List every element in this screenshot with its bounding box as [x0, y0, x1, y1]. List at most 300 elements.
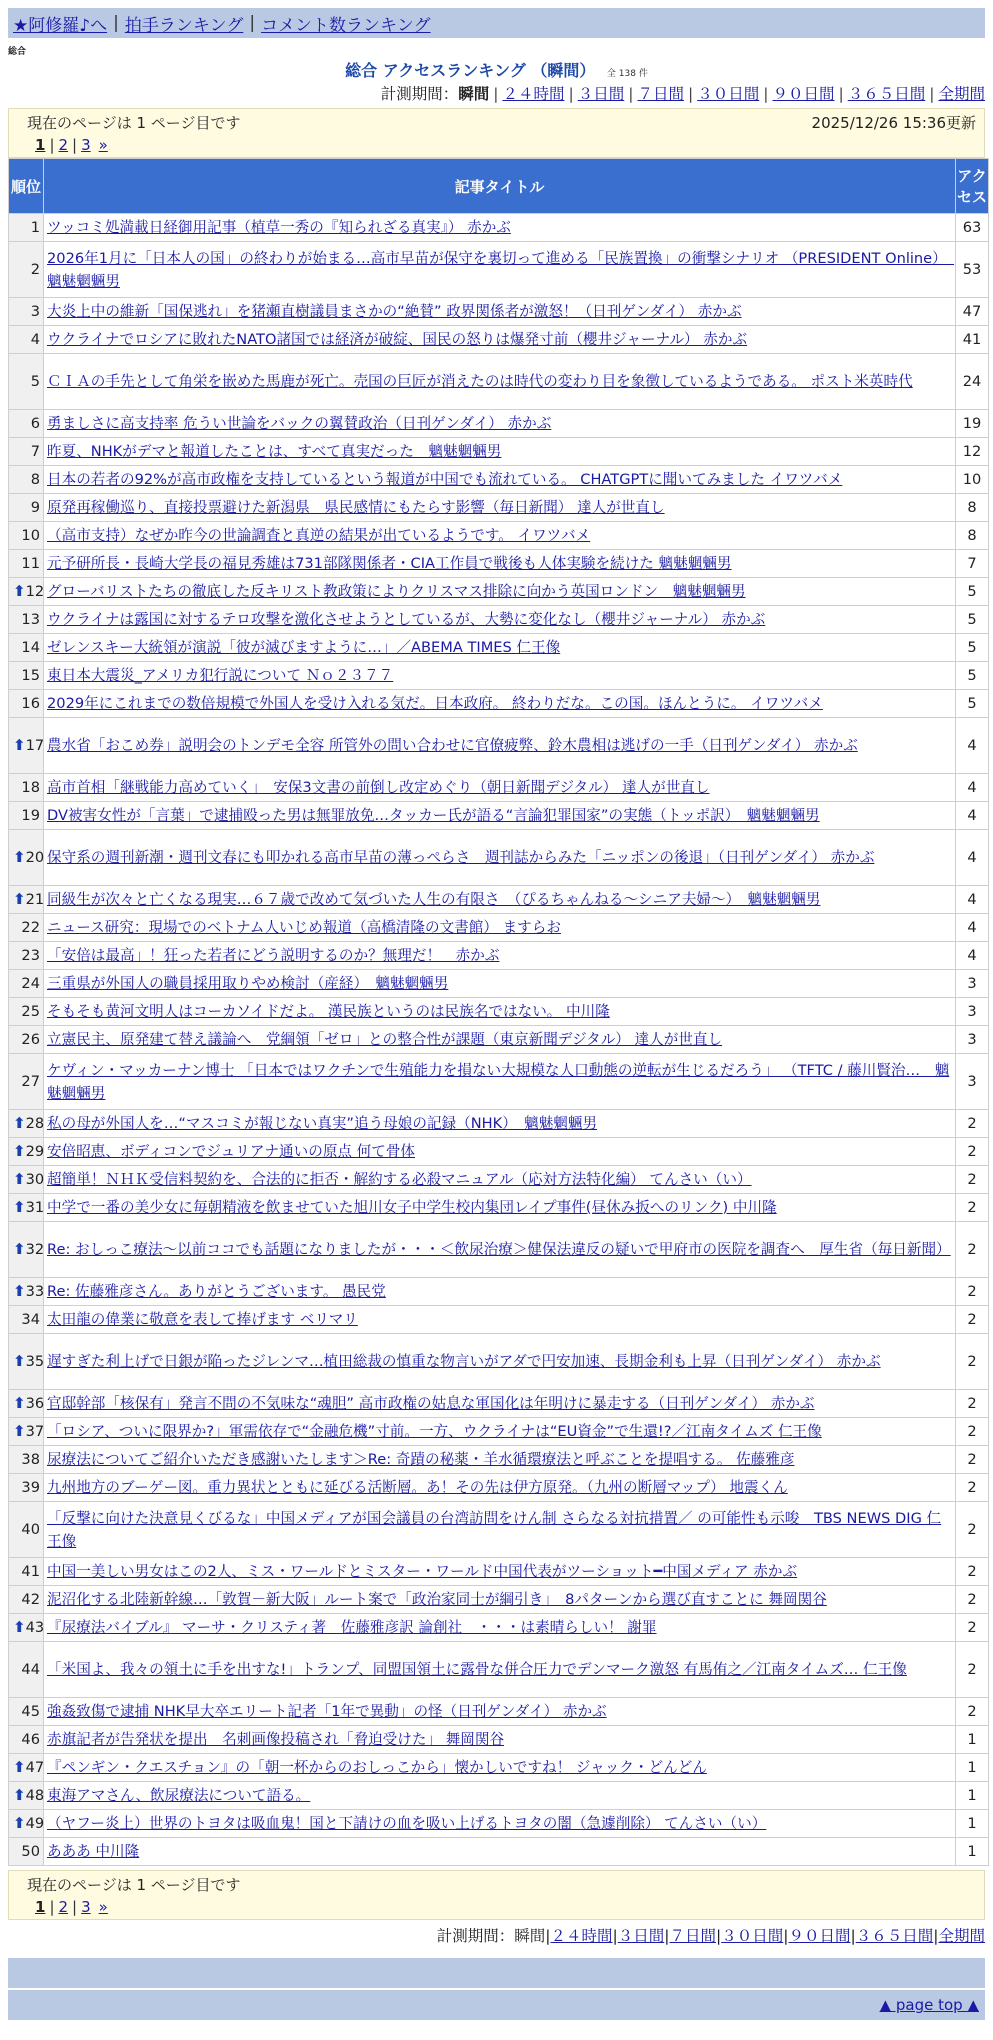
rank-cell: [9, 1138, 43, 1165]
up-arrow-icon: ⬆: [13, 736, 26, 754]
table-row: [9, 942, 988, 969]
rank-number: 42: [21, 1591, 40, 1608]
page-link-3[interactable]: 3: [81, 136, 91, 154]
table-row: [9, 1390, 988, 1417]
period-link-7[interactable]: 全期間: [938, 85, 985, 103]
nav-link-ashura[interactable]: ★阿修羅♪へ: [13, 15, 108, 36]
up-arrow-icon: ⬆: [13, 1618, 26, 1636]
access-count: 3: [956, 1054, 988, 1109]
rank-number: 30: [25, 1171, 45, 1188]
access-count: 8: [956, 494, 988, 521]
rank-number: 39: [21, 1479, 40, 1496]
title-cell: [44, 1502, 955, 1557]
access-count: 53: [956, 242, 988, 297]
rank-cell: [9, 1810, 43, 1837]
access-count: 2: [956, 1418, 988, 1445]
article-link[interactable]: 九州地方のブーゲー図。重力異状とともに延びる活断層。あ！その先は伊方原発。（九州の断層マップ） 地震くん: [47, 1479, 788, 1496]
title-cell: [44, 1838, 955, 1865]
article-link[interactable]: 私の母が外国人を…“マスコミが報じない真実”追う母娘の記録（NHK） 魑魅魍魎男: [47, 1115, 598, 1132]
page-link-2[interactable]: 2: [58, 136, 69, 154]
article-link[interactable]: 保守系の週刊新潮・週刊文春にも叩かれる高市早苗の薄っぺらさ 週刊誌からみた「ニッポンの後退」（日刊ゲンダイ） 赤かぶ: [47, 849, 875, 866]
access-count: 1: [956, 1838, 988, 1865]
rank-cell: [9, 1446, 43, 1473]
title-cell: [44, 1474, 955, 1501]
table-row: [9, 1334, 988, 1389]
article-link[interactable]: グローバリストたちの徹底した反キリスト教政策によりクリスマス排除に向かう英国ロンドン 魑魅魍魎男: [47, 583, 746, 600]
table-row: [9, 1782, 988, 1809]
rank-number: 21: [25, 891, 45, 908]
article-link[interactable]: DV被害女性が「言葉」で逮捕殴った男は無罪放免…タッカー氏が語る“言論犯罪国家”の実態（トッポ訳） 魑魅魍魎男: [47, 807, 820, 824]
access-count: 19: [956, 410, 988, 437]
title-cell: [44, 550, 955, 577]
rank-cell: [9, 1614, 43, 1641]
title-cell: [44, 942, 955, 969]
article-link[interactable]: 泥沼化する北陸新幹線…「敦賀－新大阪」ルート案で「政治家同士が綱引き」 8パターンから選び直すことに 舞岡関谷: [47, 1591, 827, 1608]
rank-number: 12: [25, 583, 45, 600]
up-arrow-icon: ⬆: [13, 890, 26, 908]
up-arrow-icon: ⬆: [13, 1422, 26, 1440]
title-cell: [44, 830, 955, 885]
period-link-6[interactable]: ３６５日間: [855, 1927, 934, 1945]
rank-number: 43: [25, 1619, 45, 1636]
table-row: [9, 1446, 988, 1473]
rank-cell: [9, 550, 43, 577]
access-count: 2: [956, 1222, 988, 1277]
rank-number: 2: [30, 261, 40, 278]
table-row: [9, 242, 988, 297]
rank-number: 46: [21, 1731, 40, 1748]
article-link[interactable]: 同級生が次々と亡くなる現実…６７歳で改めて気づいた人生の有限さ （ぴるちゃんねる～シニア夫婦～） 魑魅魍魎男: [47, 891, 821, 908]
rank-cell: [9, 830, 43, 885]
article-link[interactable]: （ヤフー炎上）世界のトヨタは吸血鬼！国と下請けの血を吸い上げるトヨタの闇（急遽削除） てんさい（い）: [47, 1815, 767, 1832]
table-row: [9, 1474, 988, 1501]
page-separator: |: [72, 136, 78, 154]
article-link[interactable]: 農水省「おこめ券」説明会のトンデモ全容 所管外の問い合わせに官僚疲弊、鈴木農相は逃げの一手（日刊ゲンダイ） 赤かぶ: [47, 737, 858, 754]
title-cell: [44, 1810, 955, 1837]
period-link-3[interactable]: ７日間: [669, 1927, 716, 1945]
title-cell: [44, 970, 955, 997]
access-count: 2: [956, 1278, 988, 1305]
rank-number: 38: [21, 1451, 40, 1468]
up-arrow-icon: ⬆: [13, 1352, 26, 1370]
title-cell: [44, 802, 955, 829]
rank-cell: [9, 522, 43, 549]
article-link[interactable]: そもそも黄河文明人はコーカソイドだよ。 漢民族というのは民族名ではない。 中川隆: [47, 1003, 610, 1020]
period-selector: [0, 82, 985, 104]
title-cell: [44, 1026, 955, 1053]
title-cell: [44, 606, 955, 633]
table-row: [9, 1502, 988, 1557]
rank-number: 33: [25, 1283, 45, 1300]
rank-number: 4: [30, 331, 40, 348]
rank-cell: [9, 1558, 43, 1585]
title-cell: [44, 1054, 955, 1109]
title-cell: [44, 914, 955, 941]
rank-number: 40: [21, 1521, 40, 1538]
access-count: 1: [956, 1782, 988, 1809]
rank-cell: [9, 970, 43, 997]
rank-cell: [9, 1418, 43, 1445]
article-link[interactable]: ウクライナでロシアに敗れたNATO諸国では経済が破綻、国民の怒りは爆発寸前（櫻井ジャーナル） 赤かぶ: [47, 331, 748, 348]
table-row: [9, 1194, 988, 1221]
access-count: 2: [956, 1558, 988, 1585]
period-separator: |: [783, 1927, 789, 1945]
article-link[interactable]: 『尿療法バイブル』 マーサ・クリスティ著 佐藤雅彦訳 論創社 ・・・は素晴らしい！ 謝罪: [47, 1619, 657, 1636]
rank-cell: [9, 298, 43, 325]
rank-cell: [9, 1586, 43, 1613]
up-arrow-icon: ⬆: [13, 1114, 26, 1132]
rank-cell: [9, 1334, 43, 1389]
access-count: 2: [956, 1446, 988, 1473]
page-top-link[interactable]: ▲ page top ▲: [879, 1996, 979, 2014]
rank-number: 28: [25, 1115, 45, 1132]
title-cell: [44, 718, 955, 773]
access-count: 2: [956, 1642, 988, 1697]
up-arrow-icon: ⬆: [13, 582, 26, 600]
rank-cell: [9, 354, 43, 409]
article-link[interactable]: 強姦致傷で逮捕 NHK早大卒エリート記者「1年で異動」の怪（日刊ゲンダイ） 赤かぶ: [47, 1703, 607, 1720]
article-link[interactable]: ツッコミ処満載日経御用記事（植草一秀の『知られざる真実』） 赤かぶ: [47, 219, 511, 236]
header-title: 記事タイトル: [44, 159, 955, 213]
article-link[interactable]: 「安倍は最高」！狂った若者にどう説明するのか？無理だ！ 赤かぶ: [47, 947, 500, 964]
article-link[interactable]: あああ 中川隆: [47, 1843, 140, 1860]
article-link[interactable]: 大炎上中の維新「国保逃れ」を猪瀬直樹議員まさかの“絶賛” 政界関係者が激怒！（日刊ゲンダイ） 赤かぶ: [47, 303, 742, 320]
access-count: 4: [956, 802, 988, 829]
header-access: アクセス: [956, 159, 988, 213]
rank-cell: [9, 1782, 43, 1809]
up-arrow-icon: ⬆: [13, 1758, 26, 1776]
title-cell: [44, 1110, 955, 1137]
table-row: [9, 1166, 988, 1193]
article-link[interactable]: 2029年にこれまでの数倍規模で外国人を受け入れる気だ。日本政府。 終わりだな。この国。ほんとうに。 イワツバメ: [47, 695, 823, 712]
rank-cell: [9, 1642, 43, 1697]
access-count: 2: [956, 1138, 988, 1165]
title-cell: [44, 1698, 955, 1725]
rank-cell: [9, 1110, 43, 1137]
page-next-link[interactable]: »: [98, 136, 108, 154]
access-count: 4: [956, 774, 988, 801]
page-link-2[interactable]: 2: [58, 1898, 69, 1916]
rank-cell: [9, 1166, 43, 1193]
period-separator: |: [628, 85, 634, 103]
article-link[interactable]: 2026年1月に「日本人の国」の終わりが始まる…高市早苗が保守を裏切って進める「民族置換」の衝撃シナリオ （PRESIDENT Online） 魑魅魍魎男: [47, 249, 955, 290]
table-row: [9, 298, 988, 325]
total-count: 全 138 件: [606, 69, 648, 79]
access-count: 1: [956, 1726, 988, 1753]
access-count: 2: [956, 1166, 988, 1193]
ranking-title: 総合 アクセスランキング （瞬間）: [345, 61, 596, 80]
up-arrow-icon: ⬆: [13, 1198, 26, 1216]
period-link-4[interactable]: ３０日間: [721, 1927, 784, 1945]
rank-number: 41: [21, 1563, 40, 1580]
page-separator: |: [49, 136, 55, 154]
article-link[interactable]: 官邸幹部「核保有」発言不問の不気味な“魂胆” 高市政権の姑息な軍国化は年明けに暴走する（日刊ゲンダイ） 赤かぶ: [47, 1395, 815, 1412]
table-row: [9, 606, 988, 633]
rank-number: 6: [30, 415, 40, 432]
table-row: [9, 886, 988, 913]
title-cell: [44, 1278, 955, 1305]
rank-cell: [9, 662, 43, 689]
up-arrow-icon: ⬆: [13, 1814, 26, 1832]
access-count: 2: [956, 1698, 988, 1725]
article-link[interactable]: 超簡単！ＮＨＫ受信料契約を、合法的に拒否・解約する必殺マニュアル（応対方法特化編） てんさい（い）: [47, 1171, 752, 1188]
nav-link-applause-ranking[interactable]: 拍手ランキング: [124, 15, 244, 36]
access-count: 3: [956, 1026, 988, 1053]
article-link[interactable]: 「反撃に向けた決意見くびるな」中国メディアが国会議員の台湾訪問をけん制 さらなる対抗措置／ の可能性も示唆 TBS NEWS DIG 仁王像: [47, 1509, 942, 1550]
rank-number: 50: [21, 1843, 40, 1860]
rank-number: 5: [30, 373, 40, 390]
access-count: 4: [956, 718, 988, 773]
table-row: [9, 522, 988, 549]
period-link-3[interactable]: ７日間: [637, 85, 684, 103]
title-cell: [44, 1194, 955, 1221]
access-count: 3: [956, 998, 988, 1025]
article-link[interactable]: ウクライナは露国に対するテロ攻撃を激化させようとしているが、大勢に変化なし（櫻井ジャーナル） 赤かぶ: [47, 611, 766, 628]
access-count: 41: [956, 326, 988, 353]
access-count: 8: [956, 522, 988, 549]
rank-cell: [9, 410, 43, 437]
article-link[interactable]: 『ペンギン・クエスチョン』の「朝一杯からのおしっこから」懐かしいですね！ ジャック・どんどん: [47, 1759, 707, 1776]
rank-number: 32: [25, 1241, 45, 1258]
table-row: [9, 578, 988, 605]
period-separator: |: [850, 1927, 856, 1945]
article-link[interactable]: 立憲民主、原発建て替え議論へ 党綱領「ゼロ」との整合性が課題（東京新聞デジタル） 達人が世直し: [47, 1031, 723, 1048]
table-row: [9, 662, 988, 689]
title-cell: [44, 1782, 955, 1809]
access-count: 5: [956, 690, 988, 717]
top-navigation-bar: [8, 8, 985, 38]
period-link-1[interactable]: ２４時間: [550, 1927, 613, 1945]
table-row: [9, 1138, 988, 1165]
title-cell: [44, 662, 955, 689]
table-row: [9, 1054, 988, 1109]
table-row: [9, 1754, 988, 1781]
article-link[interactable]: 中国一美しい男女はこの2人、ミス・ワールドとミスター・ワールド中国代表がツーショット━中国メディア 赤かぶ: [47, 1563, 798, 1580]
access-count: 1: [956, 1810, 988, 1837]
page-separator: |: [72, 1898, 78, 1916]
nav-link-comment-ranking[interactable]: コメント数ランキング: [261, 15, 431, 36]
article-link[interactable]: 東海アマさん、飲尿療法について語る。: [47, 1787, 311, 1804]
rank-cell: [9, 466, 43, 493]
table-row: [9, 410, 988, 437]
title-cell: [44, 690, 955, 717]
table-row: [9, 466, 988, 493]
article-link[interactable]: 「ロシア、ついに限界か?」軍需依存で“金融危機”寸前。一方、ウクライナは“EU資金”で生還!?／江南タイムズ 仁王像: [47, 1423, 822, 1440]
table-row: [9, 1222, 988, 1277]
access-count: 2: [956, 1614, 988, 1641]
rank-cell: [9, 1390, 43, 1417]
rank-number: 47: [25, 1759, 45, 1776]
article-link[interactable]: 勇ましさに高支持率 危うい世論をバックの翼賛政治（日刊ゲンダイ） 赤かぶ: [47, 415, 552, 432]
title-cell: [44, 634, 955, 661]
title-cell: [44, 1166, 955, 1193]
rank-number: 24: [21, 975, 40, 992]
article-link[interactable]: （高市支持）なぜか昨今の世論調査と真逆の結果が出ているようです。 イワツバメ: [47, 527, 591, 544]
page-link-3[interactable]: 3: [81, 1898, 91, 1916]
access-count: 24: [956, 354, 988, 409]
title-cell: [44, 1334, 955, 1389]
page-next-link[interactable]: »: [98, 1898, 108, 1916]
table-row: [9, 1558, 988, 1585]
period-separator: |: [545, 1927, 551, 1945]
title-cell: [44, 1138, 955, 1165]
title-cell: [44, 354, 955, 409]
pager-box-top: [8, 108, 985, 158]
article-link[interactable]: ＣＩＡの手先として角栄を嵌めた馬鹿が死亡。売国の巨匠が消えたのは時代の変わり目を象徴しているようである。 ポスト米英時代: [47, 373, 913, 390]
rank-cell: [9, 914, 43, 941]
title-cell: [44, 466, 955, 493]
access-count: 63: [956, 214, 988, 241]
period-separator: |: [493, 85, 499, 103]
article-link[interactable]: 「米国よ、我々の領土に手を出すな!」トランプ、同盟国領土に露骨な併合圧力でデンマーク激怒 有馬侑之／江南タイムズ… 仁王像: [47, 1661, 907, 1678]
article-link[interactable]: Re: 佐藤雅彦さん。ありがとうございます。 愚民党: [47, 1283, 386, 1300]
article-link[interactable]: 安倍昭恵、ボディコンでジュリアナ通いの原点 何て骨体: [47, 1143, 416, 1160]
article-link[interactable]: 遅すぎた利上げで日銀が陥ったジレンマ…植田総裁の慎重な物言いがアダで円安加速、長期金利も上昇（日刊ゲンダイ） 赤かぶ: [47, 1353, 881, 1370]
article-link[interactable]: ニュース研究：現場でのベトナム人いじめ報道（高橋清隆の文書館） ますらお: [47, 919, 561, 936]
title-cell: [44, 1614, 955, 1641]
period-separator: |: [763, 85, 769, 103]
rank-number: 11: [21, 555, 40, 572]
up-arrow-icon: ⬆: [13, 1282, 26, 1300]
rank-cell: [9, 242, 43, 297]
title-cell: [44, 438, 955, 465]
title-cell: [44, 578, 955, 605]
article-link[interactable]: 東日本大震災_アメリカ犯行説について Ｎｏ２３７７: [47, 667, 394, 684]
period-link-4[interactable]: ３０日間: [697, 85, 760, 103]
table-row: [9, 802, 988, 829]
article-link[interactable]: 三重県が外国人の職員採用取りやめ検討（産経） 魑魅魍魎男: [47, 975, 449, 992]
article-link[interactable]: 中学で一番の美少女に毎朝精液を飲ませていた旭川女子中学生校内集団レイプ事件(昼休み扳へのリンク) 中川隆: [47, 1199, 777, 1216]
page-title: [0, 58, 993, 78]
title-cell: [44, 1390, 955, 1417]
rank-cell: [9, 438, 43, 465]
period-link-7[interactable]: 全期間: [938, 1927, 985, 1945]
table-row: [9, 998, 988, 1025]
table-row: [9, 1614, 988, 1641]
rank-cell: [9, 634, 43, 661]
rank-number: 34: [21, 1311, 40, 1328]
rank-number: 17: [25, 737, 45, 754]
rank-cell: [9, 942, 43, 969]
article-link[interactable]: Re: おしっこ療法～以前ココでも話題になりましたが・・・＜飲尿治療＞健保法違反の疑いで甲府市の医院を調査へ 厚生省（毎日新聞）: [47, 1241, 951, 1258]
access-count: 4: [956, 914, 988, 941]
title-cell: [44, 242, 955, 297]
article-link[interactable]: 高市首相「継戦能力高めていく」 安保3文書の前倒し改定めぐり（朝日新聞デジタル） 達人が世直し: [47, 779, 710, 796]
rank-number: 27: [21, 1073, 40, 1090]
period-link-5[interactable]: ９０日間: [788, 1927, 851, 1945]
update-timestamp: 2025/12/26 15:36更新: [811, 113, 976, 132]
rank-number: 22: [21, 919, 40, 936]
rank-number: 3: [30, 303, 40, 320]
period-link-2[interactable]: ３日間: [577, 85, 625, 103]
rank-number: 16: [21, 695, 40, 712]
table-row: [9, 214, 988, 241]
rank-number: 14: [21, 639, 40, 656]
article-link[interactable]: 赤旗記者が告発状を提出 名刺画像投稿され「脅迫受けた」 舞岡関谷: [47, 1731, 505, 1748]
period-link-2[interactable]: ３日間: [617, 1927, 665, 1945]
rank-number: 26: [21, 1031, 40, 1048]
current-page-text: 現在のページは 1 ページ目です: [27, 1875, 241, 1894]
article-link[interactable]: 昨夏、NHKがデマと報道したことは、すべて真実だった 魑魅魍魎男: [47, 443, 502, 460]
rank-number: 13: [21, 611, 40, 628]
page-separator: |: [49, 1898, 55, 1916]
access-count: 4: [956, 886, 988, 913]
pager-box-bottom: [8, 1870, 985, 1920]
rank-cell: [9, 718, 43, 773]
rank-cell: [9, 802, 43, 829]
article-link[interactable]: 元予研所長・長崎大学長の福見秀雄は731部隊関係者・CIA工作員で戦後も人体実験を続けた 魑魅魍魎男: [47, 555, 732, 572]
rank-cell: [9, 1278, 43, 1305]
footer-bar: [8, 1958, 985, 1988]
title-cell: [44, 214, 955, 241]
access-count: 2: [956, 1194, 988, 1221]
rank-cell: [9, 1474, 43, 1501]
ranking-table: [8, 158, 989, 1866]
access-count: 2: [956, 1390, 988, 1417]
nav-separator: |: [113, 13, 119, 33]
rank-cell: [9, 214, 43, 241]
article-link[interactable]: ケヴィン・マッカーナン博士 「日本ではワクチンで生殖能力を損ない大規模な人口動態の逆転が生じるだろう」 （TFTC / 藤川賢治… 魑魅魍魎男: [47, 1061, 950, 1102]
rank-cell: [9, 494, 43, 521]
table-row: [9, 1726, 988, 1753]
period-current: 瞬間: [458, 85, 490, 103]
rank-cell: [9, 886, 43, 913]
title-cell: [44, 998, 955, 1025]
rank-number: 29: [25, 1143, 45, 1160]
period-link-1[interactable]: ２４時間: [502, 85, 565, 103]
article-link[interactable]: ゼレンスキー大統領が演説「彼が滅びますように…」／ABEMA TIMES 仁王像: [47, 639, 561, 656]
access-count: 2: [956, 1586, 988, 1613]
article-link[interactable]: 太田龍の偉業に敬意を表して捧げます ベリマリ: [47, 1311, 358, 1328]
footer-bar-pagetop: [8, 1990, 985, 2020]
article-link[interactable]: 原発再稼働巡り、直接投票避けた新潟県 県民感情にもたらす影響（毎日新聞） 達人が世直し: [47, 499, 665, 516]
rank-cell: [9, 1054, 43, 1109]
rank-cell: [9, 1754, 43, 1781]
up-arrow-icon: ⬆: [13, 1142, 26, 1160]
rank-cell: [9, 326, 43, 353]
period-link-6[interactable]: ３６５日間: [847, 85, 926, 103]
rank-cell: [9, 1698, 43, 1725]
rank-cell: [9, 578, 43, 605]
table-row: [9, 1586, 988, 1613]
title-cell: [44, 1642, 955, 1697]
up-arrow-icon: ⬆: [13, 1170, 26, 1188]
period-separator: |: [568, 85, 574, 103]
rank-cell: [9, 1502, 43, 1557]
rank-number: 25: [21, 1003, 40, 1020]
up-arrow-icon: ⬆: [13, 1240, 26, 1258]
up-arrow-icon: ⬆: [13, 848, 26, 866]
article-link[interactable]: 日本の若者の92%が高市政権を支持しているという報道が中国でも流れている。 CHATGPTに聞いてみました イワツバメ: [47, 471, 843, 488]
title-cell: [44, 494, 955, 521]
table-row: [9, 326, 988, 353]
rank-number: 18: [21, 779, 40, 796]
table-row: [9, 438, 988, 465]
period-separator: |: [838, 85, 844, 103]
access-count: 1: [956, 1754, 988, 1781]
rank-number: 48: [25, 1787, 45, 1804]
article-link[interactable]: 尿療法についてご紹介いただき感謝いたします＞Re: 奇蹟の秘薬・羊水循環療法と呼ぶことを提唱する。 佐藤雅彦: [47, 1451, 795, 1468]
rank-cell: [9, 1194, 43, 1221]
period-label: 計測期間：: [380, 85, 459, 103]
rank-number: 23: [21, 947, 40, 964]
period-link-5[interactable]: ９０日間: [772, 85, 835, 103]
table-row: [9, 830, 988, 885]
table-row: [9, 774, 988, 801]
table-row: [9, 718, 988, 773]
period-separator: |: [716, 1927, 722, 1945]
rank-number: 37: [25, 1423, 45, 1440]
